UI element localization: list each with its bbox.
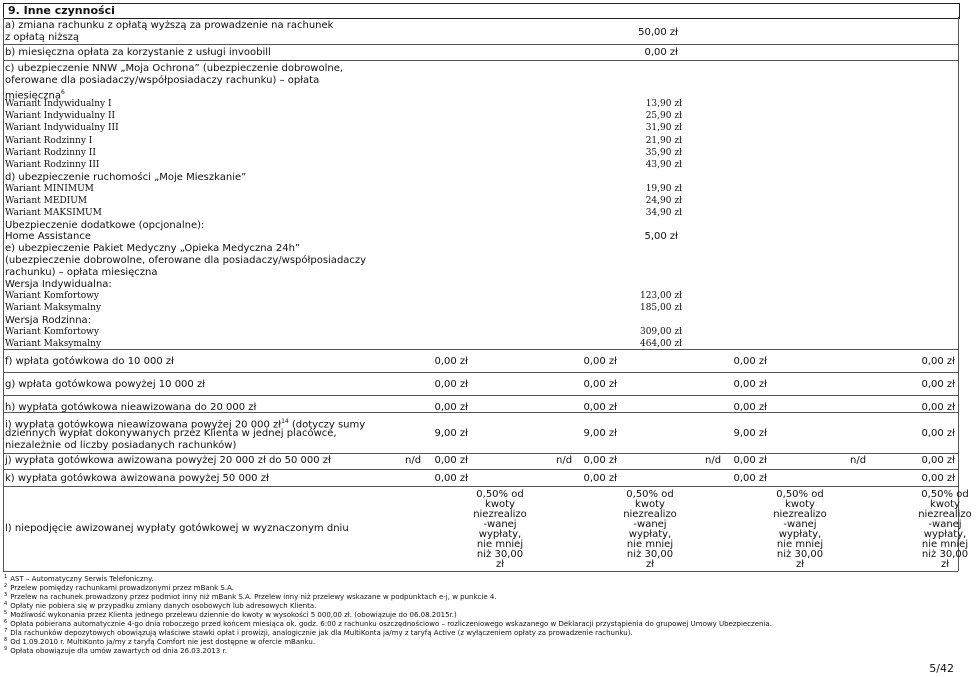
row-l-cell-line: 0,50% od: [476, 489, 524, 500]
row-l-cell-line: kwoty: [485, 499, 515, 510]
row_d.items-item-value: 24,90 zł: [645, 196, 682, 206]
row_c.items-item-label: Wariant Rodzinny I: [5, 135, 93, 146]
footnote-number: 1: [4, 574, 8, 580]
row-h-label: h) wypłata gotówkowa nieawizowana do 20 000 zł: [5, 402, 257, 413]
row-h-value: 0,00 zł: [733, 402, 767, 413]
row-i-line-1-rest: (dotyczy sumy: [288, 419, 366, 431]
row-d-line-1: d) ubezpieczenie ruchomości „Moje Mieszkanie”: [5, 172, 247, 183]
row-l-cell-line: nie mniej: [921, 539, 969, 550]
section-header: [3, 3, 960, 19]
row-i-value: 0,00 zł: [921, 428, 955, 439]
row-j-value: 0,00 zł: [583, 455, 617, 466]
row-k-label: k) wypłata gotówkowa awizowana powyżej 50 000 zł: [5, 473, 269, 484]
row-j-value: 0,00 zł: [733, 455, 767, 466]
row-e-group-2: Wersja Rodzinna:: [5, 315, 92, 326]
row-l-cell-line: 0,50% od: [921, 489, 969, 500]
row_d.items-item-value: 19,90 zł: [645, 184, 682, 194]
footnote-number: 6: [4, 619, 8, 625]
row-e-line-2: (ubezpieczenie dobrowolne, oferowane dla posiadaczy/współposiadaczy: [5, 255, 367, 266]
row-l-cell-line: nie mniej: [776, 539, 824, 550]
row-f-value: 0,00 zł: [921, 356, 955, 367]
row-j-nd: n/d: [705, 455, 722, 466]
row-j-nd: n/d: [556, 455, 573, 466]
row-l-cell-line: zł: [795, 559, 805, 570]
row-c-footnote-ref: 6: [61, 89, 65, 96]
footnote-number: 3: [4, 592, 8, 598]
footnote-text: Przelew pomiędzy rachunkami prowadzonymi przez mBank S.A.: [10, 584, 234, 593]
row_d.items-item-label: Wariant MEDIUM: [5, 196, 88, 206]
row-i-value: 9,00 zł: [583, 428, 617, 439]
row_c.items-item-value: 21,90 zł: [645, 135, 682, 146]
footnote-text: Opłata obowiązuje dla umów zawartych od dnia 26.03.2013 r.: [10, 647, 227, 656]
row-j-nd: n/d: [850, 455, 867, 466]
row-e-line-3: rachunku) – opłata miesięczna: [5, 267, 158, 278]
row-g-value: 0,00 zł: [921, 379, 955, 390]
footnote-number: 4: [4, 601, 8, 607]
grid-hline: [3, 486, 958, 487]
row-j-label: j) wypłata gotówkowa awizowana powyżej 20 000 zł do 50 000 zł: [5, 455, 331, 466]
row_e.g2_items-item-value: 464,00 zł: [639, 339, 682, 349]
row-l-cell-line: niezrealizo: [623, 509, 677, 520]
row-l-cell-line: wypłaty,: [923, 529, 967, 540]
grid-hline: [3, 349, 958, 350]
row_e.g2_items-item-value: 309,00 zł: [639, 327, 682, 337]
row_c.items-item-value: 35,90 zł: [645, 147, 682, 158]
row-b-label: b) miesięczna opłata za korzystanie z usługi invoobill: [5, 47, 271, 58]
footnote-number: 5: [4, 610, 8, 616]
row-f-value: 0,00 zł: [583, 356, 617, 367]
row_c.items-item-label: Wariant Indywidualny III: [5, 123, 119, 134]
row_d.items-item-value: 34,90 zł: [645, 208, 682, 218]
grid-hline: [3, 469, 958, 470]
row-l-cell-line: -wanej: [483, 519, 517, 530]
row-l-cell-line: 0,50% od: [626, 489, 674, 500]
row-f-value: 0,00 zł: [434, 356, 468, 367]
footnote-text: Możliwość wykonania przez Klienta jednego przelewu dziennie do kwoty w wysokości 5 000,00 zł. (obowiązuje do 06.08.2015r.): [10, 611, 457, 620]
row-a-label-1: a) zmiana rachunku z opłatą wyższą za prowadzenie na rachunek: [5, 20, 334, 31]
row_c.items-item-label: Wariant Rodzinny III: [5, 160, 100, 170]
row-l-cell-line: nie mniej: [626, 539, 674, 550]
footnote-text: AST – Automatyczny Serwis Telefoniczny.: [10, 575, 154, 584]
row-f-value: 0,00 zł: [733, 356, 767, 367]
row_c.items-item-value: 13,90 zł: [645, 99, 682, 109]
row-c-line-1: c) ubezpieczenie NNW „Moja Ochrona” (ubezpieczenie dobrowolne,: [5, 63, 344, 74]
grid-vline-left: [3, 17, 4, 571]
row_c.items-item-value: 25,90 zł: [645, 111, 682, 122]
row_e.g2_items-item-label: Wariant Komfortowy: [5, 327, 99, 337]
row-l-cell-line: kwoty: [635, 499, 665, 510]
row-k-value: 0,00 zł: [434, 473, 468, 484]
row-d-extra-2: Home Assistance: [5, 231, 91, 242]
page-number: 5/42: [929, 662, 954, 675]
row-l-cell-line: niż 30,00: [476, 549, 524, 560]
footnote-number: 7: [4, 628, 8, 634]
row-a-value: 50,00 zł: [638, 27, 678, 38]
row_c.items-item-label: Wariant Rodzinny II: [5, 147, 96, 158]
row_e.g1_items-item-value: 185,00 zł: [639, 303, 682, 313]
row-l-cell-line: nie mniej: [476, 539, 524, 550]
row-i-line-1-text: i) wypłata gotówkowa nieawizowana powyżej 20 000 zł: [5, 419, 282, 431]
footnote-number: 2: [4, 583, 8, 589]
row_c.items-item-label: Wariant Indywidualny I: [5, 99, 112, 109]
row-b-value: 0,00 zł: [644, 47, 678, 58]
row-l-cell-line: zł: [645, 559, 655, 570]
section-title: 9. Inne czynności: [8, 4, 115, 17]
row-j-nd: n/d: [405, 455, 422, 466]
footnote-number: 9: [4, 646, 8, 652]
footnote-text: Opłata pobierana automatycznie 4-go dnia roboczego przed końcem miesiąca ok. godz. 6:00 z rachunku oszczędnościowo – rozliczeniowego wskazanego w Deklaracji przystąpienia do grupowej Umowy Ubezpieczenia.: [10, 620, 772, 629]
row-l-cell-line: wypłaty,: [778, 529, 822, 540]
row-l-label: l) niepodjęcie awizowanej wypłaty gotówkowej w wyznaczonym dniu: [5, 523, 349, 534]
row-g-value: 0,00 zł: [434, 379, 468, 390]
row_d.items-item-label: Wariant MINIMUM: [5, 184, 94, 194]
row-l-cell-line: -wanej: [633, 519, 667, 530]
row-k-value: 0,00 zł: [921, 473, 955, 484]
row_c.items-item-label: Wariant Indywidualny II: [5, 111, 116, 122]
row-e-line-1: e) ubezpieczenie Pakiet Medyczny „Opieka Medyczna 24h”: [5, 243, 301, 254]
footnote-text: Opłaty nie pobiera się w przypadku zmiany danych osobowych lub adresowych Klienta.: [10, 602, 317, 611]
grid-hline: [3, 372, 958, 373]
grid-hline: [3, 453, 958, 454]
footnote-text: Przelew na rachunek prowadzony przez podmiot inny niż mBank S.A. Przelew inny niż przelewy wskazane w podpunktach e-j, w punkcie 4.: [10, 593, 497, 602]
row-l-cell-line: wypłaty,: [478, 529, 522, 540]
row-i-line-2: dziennych wypłat dokonywanych przez Klienta w jednej placówce,: [5, 428, 337, 439]
row-l-cell-line: niż 30,00: [626, 549, 674, 560]
row-j-value: 0,00 zł: [434, 455, 468, 466]
footnote: [4, 645, 227, 656]
row-j-value: 0,00 zł: [921, 455, 955, 466]
row-i-value: 9,00 zł: [434, 428, 468, 439]
row-d-extra-1: Ubezpieczenie dodatkowe (opcjonalne):: [5, 220, 205, 231]
row-i-value: 9,00 zł: [733, 428, 767, 439]
row-i-line-3: niezależnie od liczby posiadanych rachunków): [5, 440, 237, 451]
grid-hline: [3, 44, 958, 45]
row-f-label: f) wpłata gotówkowa do 10 000 zł: [5, 356, 174, 367]
footnote-text: Dla rachunków depozytowych obowiązują właściwe stawki opłat i prowizji, analogicznie jak dla MultiKonta ja/my z taryfą Active (z wyłączeniem opłaty za prowadzenie rachunku).: [10, 629, 633, 638]
row-l-cell-line: niezrealizo: [773, 509, 827, 520]
row_e.g1_items-item-value: 123,00 zł: [639, 291, 682, 301]
row-g-value: 0,00 zł: [733, 379, 767, 390]
row-l-cell-line: zł: [940, 559, 950, 570]
row-g-label: g) wpłata gotówkowa powyżej 10 000 zł: [5, 379, 206, 390]
row-i-footnote-ref: 14: [281, 418, 289, 425]
row-e-group-1: Wersja Indywidualna:: [5, 279, 112, 290]
row-h-value: 0,00 zł: [434, 402, 468, 413]
row_c.items-item-value: 31,90 zł: [645, 123, 682, 134]
row-l-cell-line: kwoty: [930, 499, 960, 510]
grid-hline: [3, 571, 958, 572]
row-l-cell-line: wypłaty,: [628, 529, 672, 540]
row_e.g2_items-item-label: Wariant Maksymalny: [5, 339, 102, 349]
row-l-cell-line: 0,50% od: [776, 489, 824, 500]
grid-hline: [3, 395, 958, 396]
row-c-line-2: oferowane dla posiadaczy/współposiadaczy rachunku) – opłata: [5, 75, 320, 86]
row-l-cell-line: niż 30,00: [921, 549, 969, 560]
row-h-value: 0,00 zł: [921, 402, 955, 413]
row-k-value: 0,00 zł: [733, 473, 767, 484]
row_e.g1_items-item-label: Wariant Maksymalny: [5, 303, 102, 313]
grid-vline-right: [958, 17, 959, 571]
row-a-label-2: z opłatą niższą: [5, 32, 80, 43]
row-d-extra-value: 5,00 zł: [644, 231, 678, 242]
row-c-line-3-text: miesięczna: [5, 90, 62, 102]
row_e.g1_items-item-label: Wariant Komfortowy: [5, 291, 99, 301]
grid-hline: [3, 60, 958, 61]
row-l-cell-line: niezrealizo: [473, 509, 527, 520]
row-h-value: 0,00 zł: [583, 402, 617, 413]
row_c.items-item-value: 43,90 zł: [645, 160, 682, 170]
row_d.items-item-label: Wariant MAKSIMUM: [5, 208, 102, 218]
row-l-cell-line: niezrealizo: [918, 509, 972, 520]
row-l-cell-line: zł: [495, 559, 505, 570]
row-k-value: 0,00 zł: [583, 473, 617, 484]
footnote-number: 8: [4, 637, 8, 643]
row-l-cell-line: kwoty: [785, 499, 815, 510]
row-l-cell-line: -wanej: [928, 519, 962, 530]
row-g-value: 0,00 zł: [583, 379, 617, 390]
row-l-cell-line: -wanej: [783, 519, 817, 530]
row-l-cell-line: niż 30,00: [776, 549, 824, 560]
footnote-text: Od 1.09.2010 r. MultiKonto ja/my z taryfą Comfort nie jest dostępne w ofercie mBanku.: [10, 638, 316, 647]
